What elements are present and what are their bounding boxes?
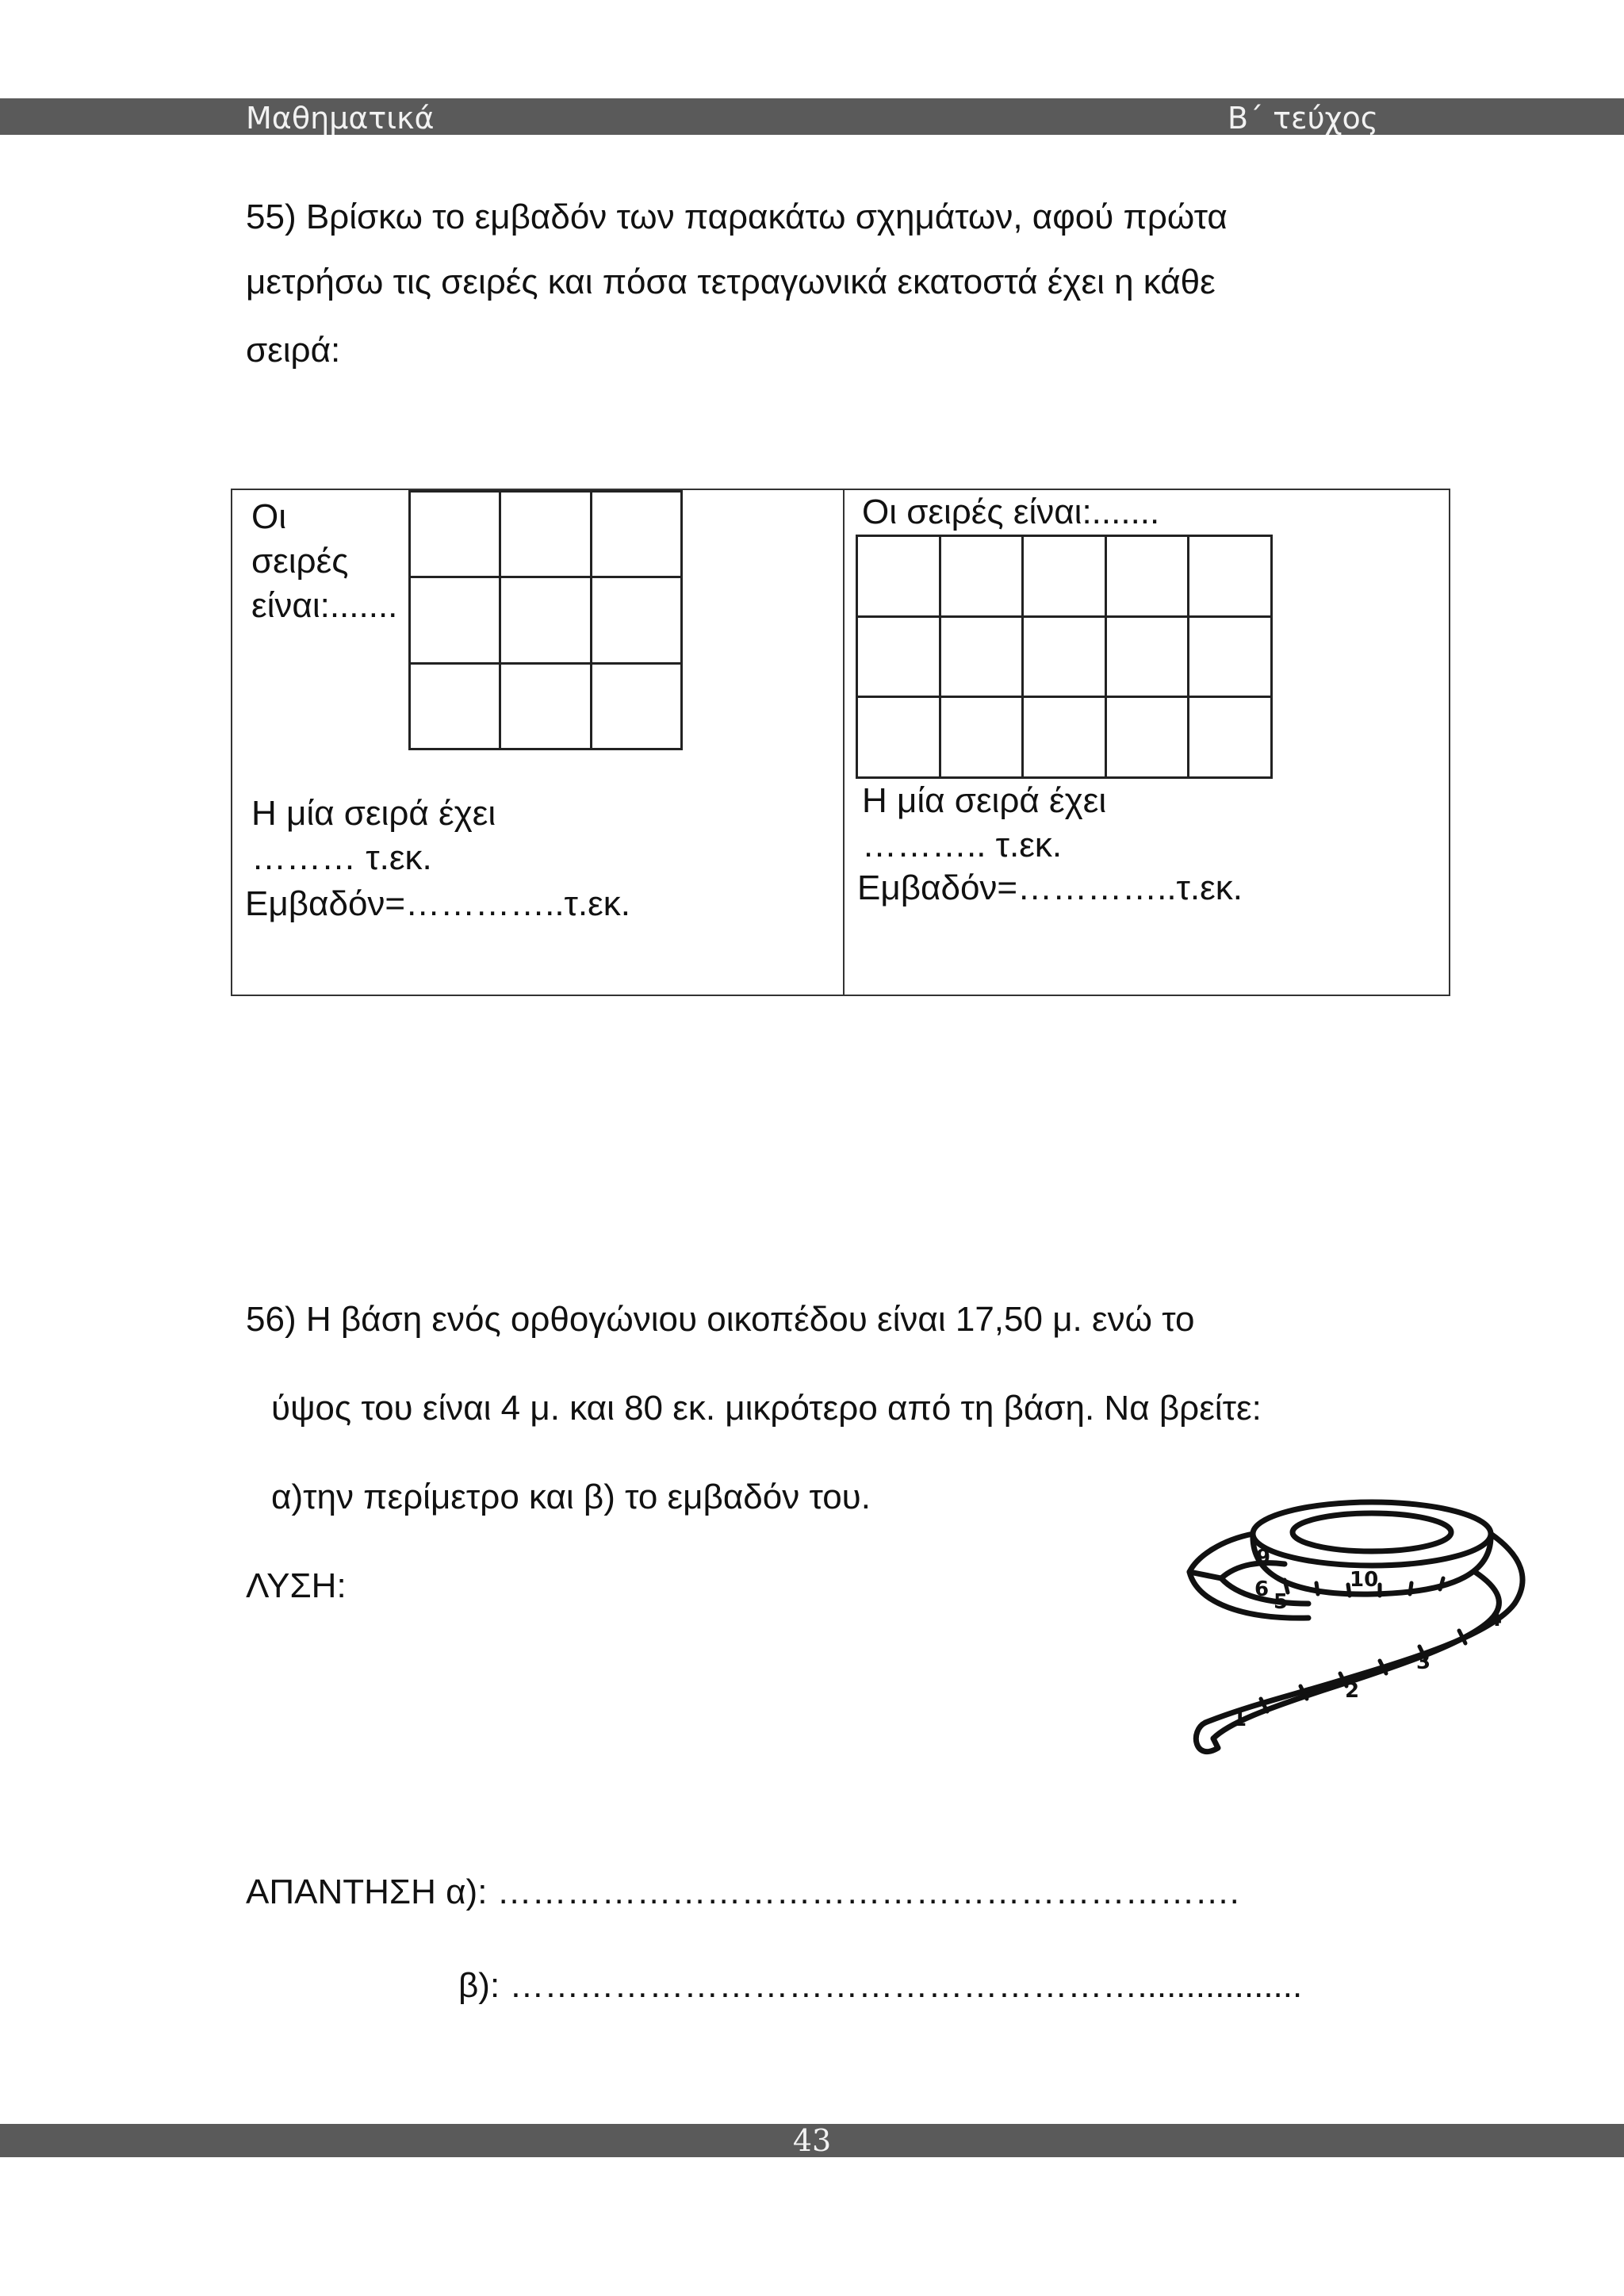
- tape-mark-3: 3: [1416, 1650, 1431, 1674]
- left-row-has-line1: Η μία σειρά έχει: [251, 794, 496, 833]
- grid-square: [941, 698, 1025, 779]
- grid-square: [411, 665, 501, 750]
- tape-mark-1: 1: [1232, 1708, 1247, 1731]
- answer-a-line: ΑΠΑΝΤΗΣΗ α): ……………………………………………………….: [246, 1872, 1239, 1911]
- grid-square: [1107, 537, 1190, 618]
- right-square-grid: [856, 535, 1273, 779]
- grid-square: [1024, 537, 1107, 618]
- page-header: [0, 98, 1624, 135]
- header-volume: Β΄ τεύχος: [1228, 101, 1379, 136]
- grid-square: [592, 493, 683, 578]
- grid-square: [592, 578, 683, 664]
- page-number: 43: [792, 2123, 832, 2158]
- right-rows-label: Οι σειρές είναι:.......: [862, 493, 1160, 531]
- left-row-has-line2: ……… τ.εκ.: [251, 838, 432, 877]
- tape-mark-5: 5: [1274, 1590, 1289, 1614]
- left-rows-label-line1: Οι: [251, 497, 286, 536]
- left-area-label: Εμβαδόν=…………..τ.εκ.: [245, 884, 630, 923]
- ex55-table-divider: [843, 490, 845, 995]
- ex55-table: [231, 489, 1450, 996]
- grid-square: [858, 537, 941, 618]
- tape-mark-9: 9: [1256, 1546, 1271, 1570]
- ex55-prompt-line3: σειρά:: [246, 331, 341, 370]
- tape-mark-2: 2: [1345, 1679, 1360, 1703]
- grid-square: [592, 665, 683, 750]
- left-rows-label-line2: σειρές: [251, 542, 349, 581]
- grid-square: [1024, 698, 1107, 779]
- ex55-prompt-line2: μετρήσω τις σειρές και πόσα τετραγωνικά εκατοστά έχει η κάθε: [246, 263, 1216, 301]
- tape-mark-6: 6: [1254, 1577, 1270, 1601]
- grid-square: [1107, 618, 1190, 699]
- grid-square: [501, 578, 592, 664]
- ex56-prompt-line1: 56) Η βάση ενός ορθογώνιου οικοπέδου είναι 17,50 μ. ενώ το: [246, 1300, 1195, 1339]
- grid-square: [858, 698, 941, 779]
- grid-square: [1189, 698, 1273, 779]
- header-subject: Μαθηματικά: [246, 101, 435, 136]
- grid-square: [501, 493, 592, 578]
- grid-square: [941, 537, 1025, 618]
- answer-b-line: β): ……………………………………………….................: [458, 1966, 1303, 2005]
- grid-square: [501, 665, 592, 750]
- page-footer: [0, 2124, 1624, 2157]
- grid-square: [411, 493, 501, 578]
- grid-square: [1107, 698, 1190, 779]
- left-square-grid: [408, 490, 683, 750]
- grid-square: [941, 618, 1025, 699]
- right-row-has-line2: ……….. τ.εκ.: [862, 826, 1063, 864]
- right-row-has-line1: Η μία σειρά έχει: [862, 781, 1107, 820]
- grid-square: [858, 618, 941, 699]
- tape-mark-4: 4: [1488, 1608, 1503, 1631]
- ex56-prompt-line2: ύψος του είναι 4 μ. και 80 εκ. μικρότερο από τη βάση. Να βρείτε:: [271, 1389, 1262, 1428]
- tape-mark-10: 10: [1350, 1568, 1379, 1592]
- ex55-prompt-line1: 55) Βρίσκω το εμβαδόν των παρακάτω σχημάτων, αφού πρώτα: [246, 197, 1228, 236]
- solution-label: ΛΥΣΗ:: [246, 1566, 347, 1605]
- ex56-prompt-line3: α)την περίμετρο και β) το εμβαδόν του.: [271, 1478, 871, 1516]
- grid-square: [1024, 618, 1107, 699]
- grid-square: [1189, 618, 1273, 699]
- measuring-tape-icon: [1174, 1485, 1554, 1770]
- grid-square: [411, 578, 501, 664]
- left-rows-label-line3: είναι:.......: [251, 586, 398, 625]
- right-area-label: Εμβαδόν=…………..τ.εκ.: [857, 868, 1243, 907]
- grid-square: [1189, 537, 1273, 618]
